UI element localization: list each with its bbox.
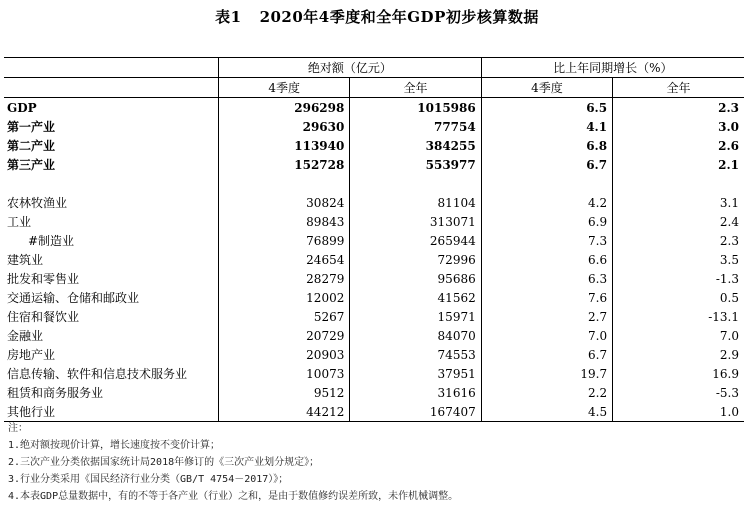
q4-growth-cell: 7.6 [481,288,612,307]
table-row [4,307,744,326]
table-row [4,364,744,383]
year-amount-cell: 167407 [350,402,481,422]
header-blank [4,78,219,98]
q4-growth-cell: 6.7 [481,155,612,174]
q4-growth-cell: 4.5 [481,402,612,422]
table-row [4,117,744,136]
q4-growth-cell: 2.7 [481,307,612,326]
year-growth-cell: 7.0 [613,326,744,345]
footnote-heading: 注： [8,423,28,434]
header-year-growth: 全年 [613,78,744,98]
table-title [0,6,754,27]
q4-growth-cell: 7.3 [481,231,612,250]
year-growth-cell: -1.3 [613,269,744,288]
industry-name-cell: 第一产业 [7,119,56,134]
industry-name-cell: 房地产业 [7,347,56,362]
header-blank [4,58,219,78]
year-amount-cell: 81104 [350,193,481,212]
q4-amount-cell: 76899 [219,231,350,250]
year-growth-cell: 2.4 [613,212,744,231]
q4-amount-cell: 20903 [219,345,350,364]
year-growth-cell: 3.0 [613,117,744,136]
table-header-row-2 [4,78,744,98]
table-row [4,212,744,231]
table-row [4,345,744,364]
year-amount-cell: 15971 [350,307,481,326]
industry-name-cell: 建筑业 [7,252,44,267]
industry-name-cell: 第二产业 [7,138,56,153]
empty-cell [481,174,612,193]
table-row [4,136,744,155]
year-amount-cell: 384255 [350,136,481,155]
year-growth-cell: 2.9 [613,345,744,364]
q4-amount-cell: 152728 [219,155,350,174]
year-growth-cell: 3.1 [613,193,744,212]
table-row [4,402,744,422]
table-row [4,269,744,288]
year-growth-cell: 2.6 [613,136,744,155]
table-row [4,326,744,345]
year-growth-cell: -13.1 [613,307,744,326]
industry-name-cell: 批发和零售业 [7,271,80,286]
q4-amount-cell: 30824 [219,193,350,212]
year-growth-cell: 0.5 [613,288,744,307]
q4-growth-cell: 6.8 [481,136,612,155]
table-row [4,288,744,307]
year-amount-cell: 265944 [350,231,481,250]
table-row [4,98,744,118]
q4-growth-cell: 2.2 [481,383,612,402]
year-amount-cell: 313071 [350,212,481,231]
year-amount-cell: 77754 [350,117,481,136]
footnote-line: 2.三次产业分类依据国家统计局2018年修订的《三次产业划分规定》； [8,457,320,468]
year-growth-cell: -5.3 [613,383,744,402]
year-amount-cell: 37951 [350,364,481,383]
industry-name-cell: 交通运输、仓储和邮政业 [7,290,140,305]
q4-amount-cell: 9512 [219,383,350,402]
table-number: 表1 [215,8,242,26]
q4-amount-cell: 20729 [219,326,350,345]
q4-growth-cell: 7.0 [481,326,612,345]
industry-name-cell: 工业 [7,214,32,229]
table-row [4,193,744,212]
table-header-row-1 [4,58,744,78]
year-amount-cell: 74553 [350,345,481,364]
q4-growth-cell: 6.9 [481,212,612,231]
table-row [4,383,744,402]
separator-row [4,174,744,193]
industry-name-cell: 金融业 [7,328,44,343]
q4-growth-cell: 6.5 [481,98,612,118]
header-absolute-amount: 绝对额（亿元） [219,58,482,78]
industry-name-cell: GDP [7,100,37,115]
q4-growth-cell: 6.3 [481,269,612,288]
q4-growth-cell: 19.7 [481,364,612,383]
footnote-line: 4.本表GDP总量数据中，有的不等于各产业（行业）之和，是由于数值修约误差所致，未作机械调整。 [8,491,459,502]
header-year-amount: 全年 [350,78,481,98]
year-growth-cell: 2.3 [613,231,744,250]
table-title-text: 2020年4季度和全年GDP初步核算数据 [259,8,539,26]
table-row [4,250,744,269]
year-amount-cell: 553977 [350,155,481,174]
year-amount-cell: 84070 [350,326,481,345]
year-amount-cell: 72996 [350,250,481,269]
header-q4-amount: 4季度 [219,78,350,98]
industry-name-cell: 租赁和商务服务业 [7,385,104,400]
header-growth-rate: 比上年同期增长（%） [481,58,744,78]
q4-amount-cell: 24654 [219,250,350,269]
industry-name-cell: 农林牧渔业 [7,195,68,210]
year-growth-cell: 2.3 [613,98,744,118]
table-row [4,155,744,174]
empty-cell [613,174,744,193]
year-amount-cell: 41562 [350,288,481,307]
year-amount-cell: 31616 [350,383,481,402]
q4-amount-cell: 89843 [219,212,350,231]
empty-cell [219,174,350,193]
footnotes [8,420,748,505]
q4-amount-cell: 10073 [219,364,350,383]
empty-cell [350,174,481,193]
footnote-line: 1.绝对额按现价计算，增长速度按不变价计算； [8,440,221,451]
industry-name-cell: 信息传输、软件和信息技术服务业 [7,366,188,381]
q4-growth-cell: 6.6 [481,250,612,269]
header-q4-growth: 4季度 [481,78,612,98]
industry-name-cell: #制造业 [28,233,75,248]
q4-growth-cell: 4.1 [481,117,612,136]
q4-amount-cell: 12002 [219,288,350,307]
year-amount-cell: 1015986 [350,98,481,118]
industry-name-cell: 其他行业 [4,402,219,422]
q4-amount-cell: 296298 [219,98,350,118]
year-growth-cell: 2.1 [613,155,744,174]
q4-amount-cell: 28279 [219,269,350,288]
q4-amount-cell: 29630 [219,117,350,136]
q4-amount-cell: 44212 [219,402,350,422]
table-row [4,231,744,250]
gdp-table [4,57,744,422]
industry-name-cell: 第三产业 [7,157,56,172]
empty-cell [4,174,219,193]
q4-amount-cell: 5267 [219,307,350,326]
q4-amount-cell: 113940 [219,136,350,155]
q4-growth-cell: 6.7 [481,345,612,364]
year-amount-cell: 95686 [350,269,481,288]
industry-name-cell: 住宿和餐饮业 [7,309,80,324]
year-growth-cell: 16.9 [613,364,744,383]
q4-growth-cell: 4.2 [481,193,612,212]
footnote-line: 3.行业分类采用《国民经济行业分类（GB/T 4754－2017）》； [8,474,289,485]
year-growth-cell: 1.0 [613,402,744,422]
year-growth-cell: 3.5 [613,250,744,269]
